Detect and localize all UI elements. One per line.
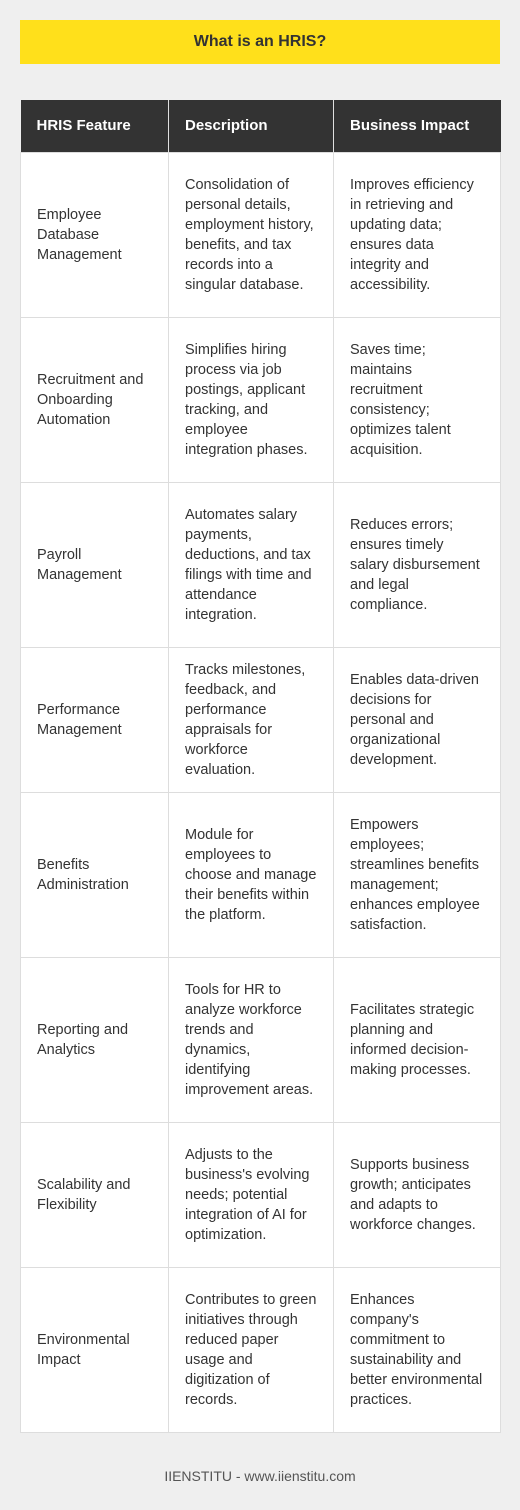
table-row [21, 152, 501, 317]
impact-cell: Empowers employees; streamlines benefits management; enhances employee satisfaction. [334, 792, 501, 957]
feature-cell: Environmental Impact [21, 1267, 169, 1432]
feature-cell: Recruitment and Onboarding Automation [21, 317, 169, 482]
header-impact: Business Impact [334, 100, 501, 152]
table-row [21, 957, 501, 1122]
impact-cell: Facilitates strategic planning and informed decision-making processes. [334, 957, 501, 1122]
table-row [21, 317, 501, 482]
description-cell: Consolidation of personal details, employment history, benefits, and tax records into a singular database. [169, 152, 334, 317]
table-row [21, 1267, 501, 1432]
table-header-row [21, 100, 501, 152]
feature-cell: Reporting and Analytics [21, 957, 169, 1122]
feature-cell: Scalability and Flexibility [21, 1122, 169, 1267]
hris-feature-table [20, 100, 501, 1433]
description-cell: Adjusts to the business's evolving needs; potential integration of AI for optimization. [169, 1122, 334, 1267]
feature-cell: Benefits Administration [21, 792, 169, 957]
impact-cell: Supports business growth; anticipates and adapts to workforce changes. [334, 1122, 501, 1267]
table-row [21, 647, 501, 792]
feature-cell: Employee Database Management [21, 152, 169, 317]
description-cell: Module for employees to choose and manage their benefits within the platform. [169, 792, 334, 957]
page-title: What is an HRIS? [193, 33, 327, 50]
description-cell: Tracks milestones, feedback, and performance appraisals for workforce evaluation. [169, 647, 334, 792]
impact-cell: Reduces errors; ensures timely salary disbursement and legal compliance. [334, 482, 501, 647]
impact-cell: Enables data-driven decisions for personal and organizational development. [334, 647, 501, 792]
footer-credit: IIENSTITU - www.iienstitu.com [164, 1468, 356, 1484]
description-cell: Simplifies hiring process via job postings, applicant tracking, and employee integration phases. [169, 317, 334, 482]
header-description: Description [169, 100, 334, 152]
header-feature: HRIS Feature [21, 100, 169, 152]
description-cell: Automates salary payments, deductions, and tax filings with time and attendance integration. [169, 482, 334, 647]
title-banner [20, 20, 500, 64]
impact-cell: Improves efficiency in retrieving and updating data; ensures data integrity and accessibility. [334, 152, 501, 317]
table-row [21, 1122, 501, 1267]
table-row [21, 482, 501, 647]
description-cell: Contributes to green initiatives through reduced paper usage and digitization of records. [169, 1267, 334, 1432]
feature-cell: Payroll Management [21, 482, 169, 647]
table-row [21, 792, 501, 957]
feature-cell: Performance Management [21, 647, 169, 792]
impact-cell: Saves time; maintains recruitment consistency; optimizes talent acquisition. [334, 317, 501, 482]
impact-cell: Enhances company's commitment to sustainability and better environmental practices. [334, 1267, 501, 1432]
description-cell: Tools for HR to analyze workforce trends and dynamics, identifying improvement areas. [169, 957, 334, 1122]
